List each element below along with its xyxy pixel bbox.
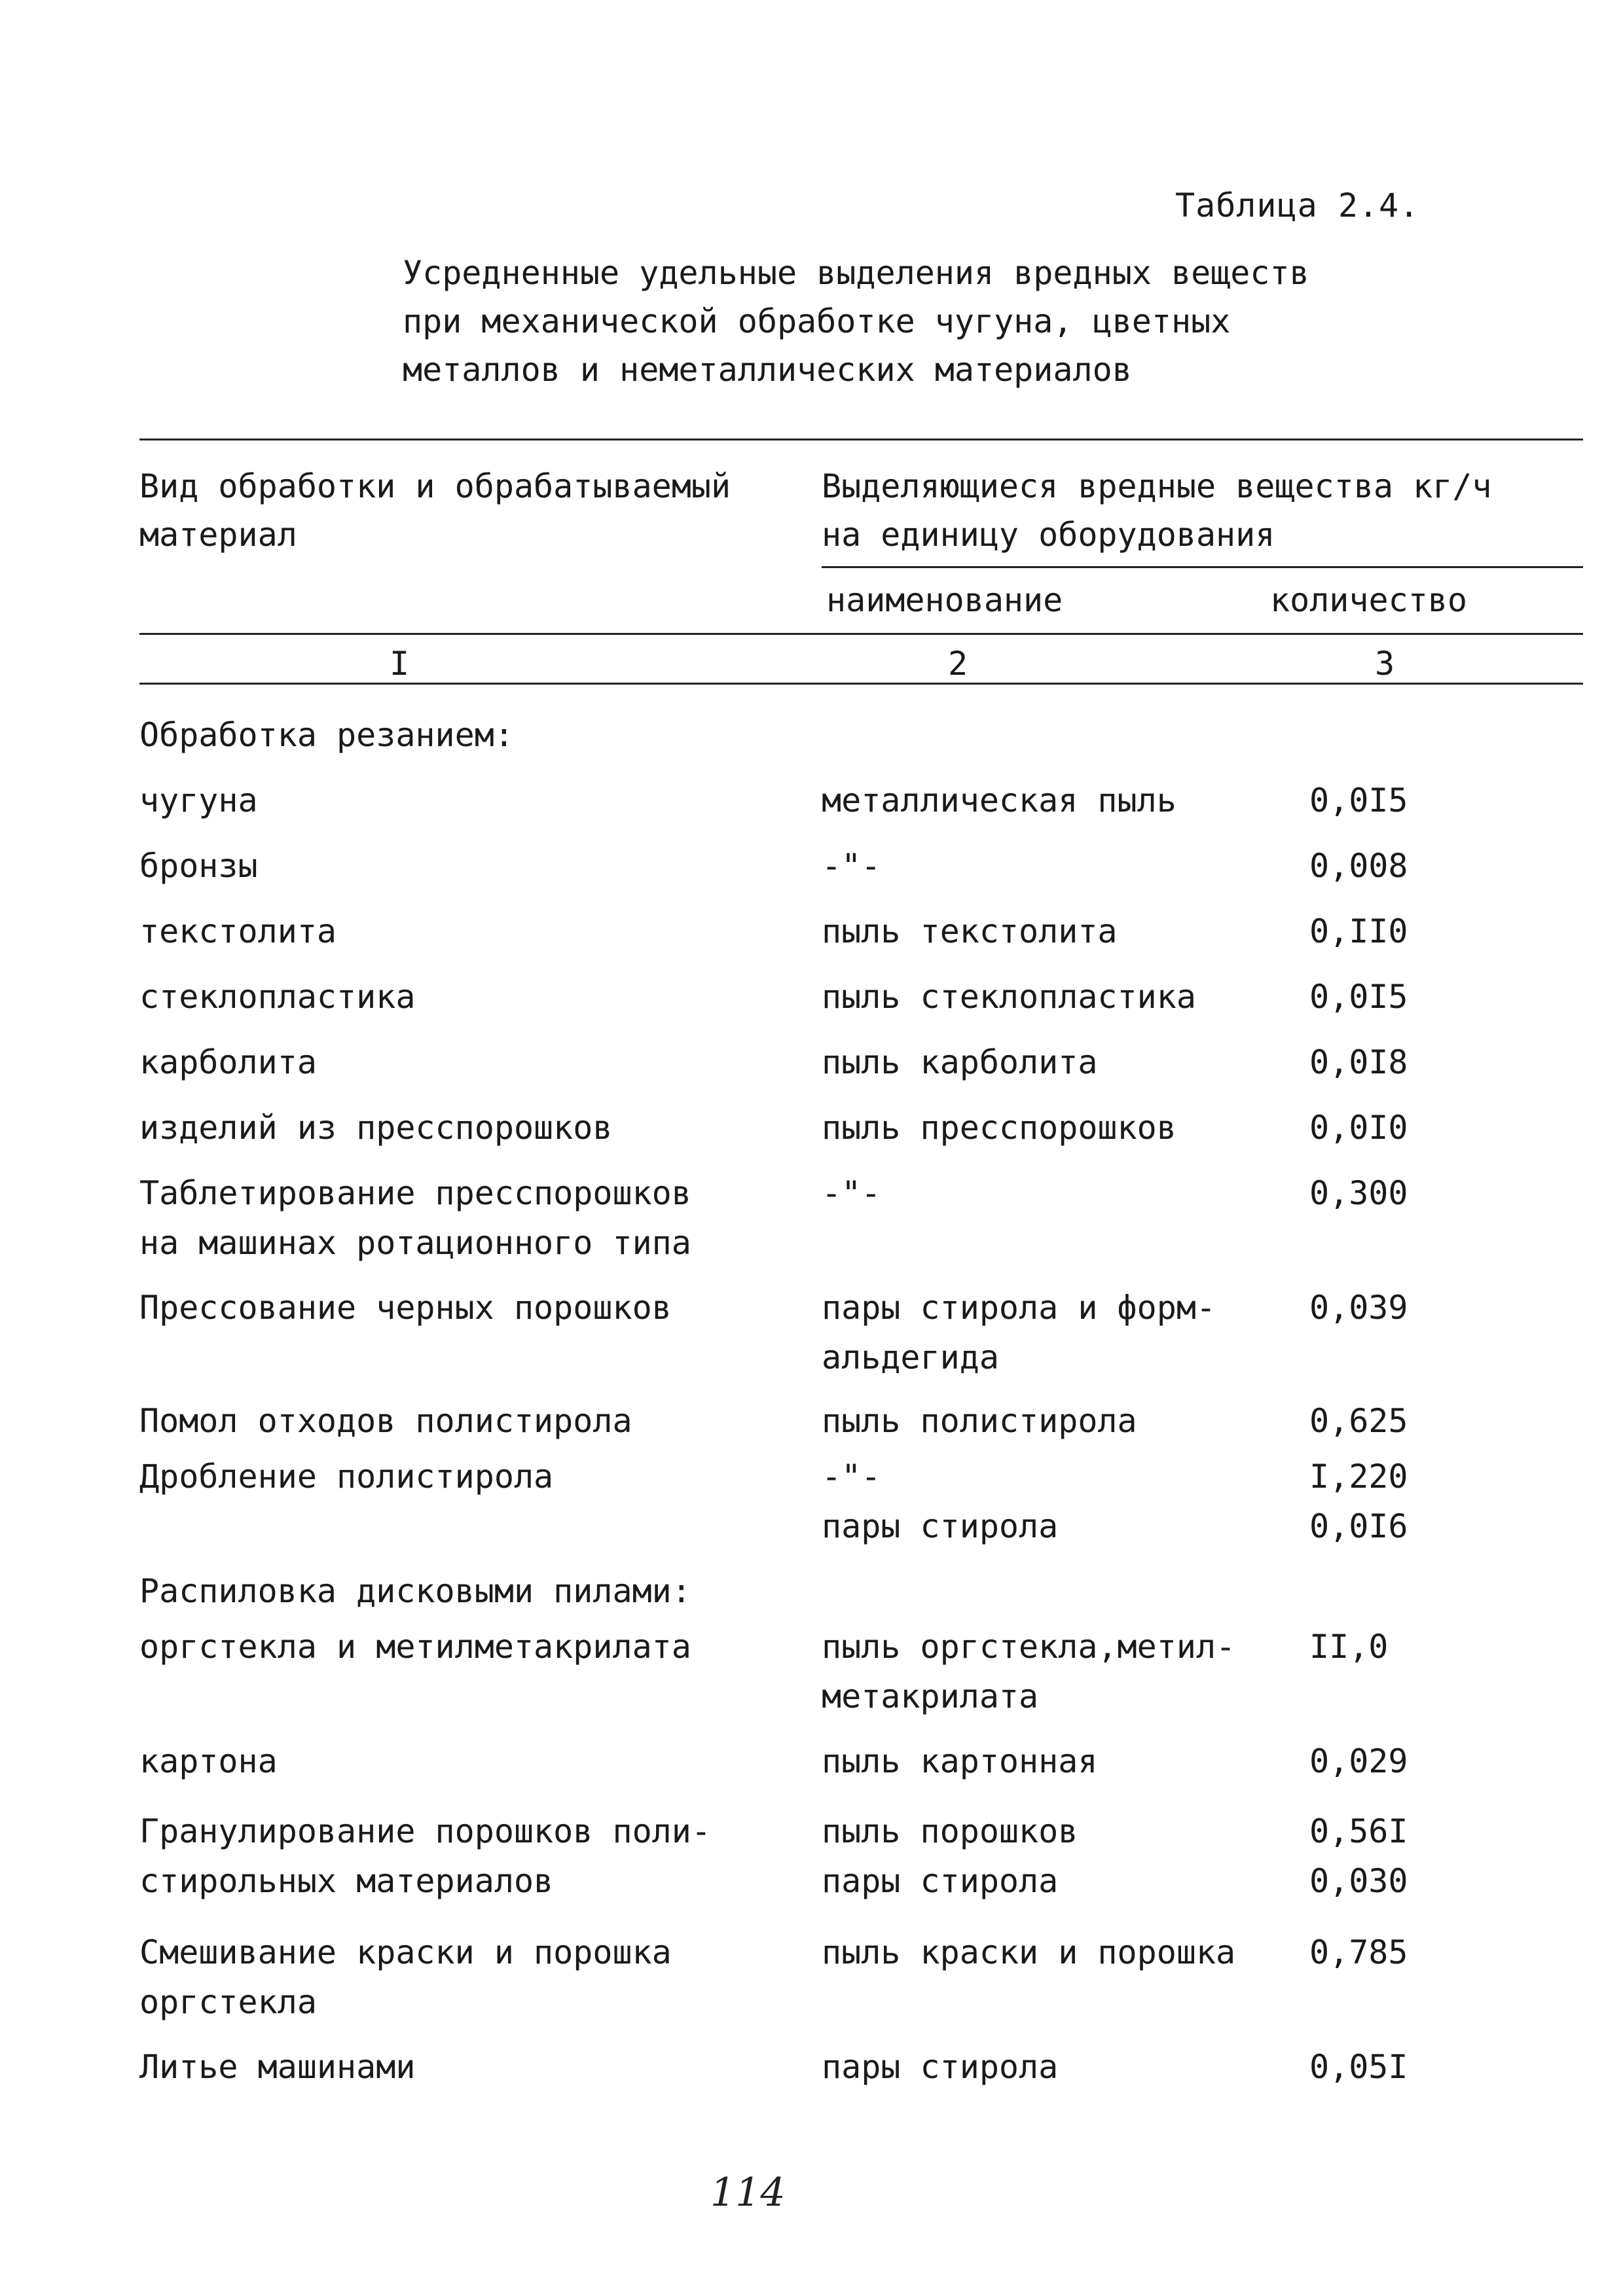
header-sub-qty: количество	[1270, 581, 1468, 619]
cell-line: I,220	[1309, 1458, 1408, 1496]
cell-line: 0,0I6	[1309, 1507, 1408, 1545]
cell-line: 0,0I5	[1309, 781, 1408, 819]
header-sub-rule	[822, 566, 1583, 568]
cell-line: текстолита	[139, 912, 337, 950]
cell-line: Гранулирование порошков поли-	[139, 1812, 711, 1850]
table-top-rule	[139, 439, 1583, 440]
cell-line: пыль краски и порошка	[822, 1933, 1236, 1971]
cell-quantity	[1309, 1037, 1408, 1087]
cell-line: карболита	[139, 1043, 317, 1081]
cell-process	[139, 906, 337, 956]
cell-line: пыль пресспорошков	[822, 1109, 1176, 1147]
cell-process	[139, 1396, 632, 1446]
cell-quantity	[1309, 841, 1408, 891]
cell-quantity	[1309, 1103, 1408, 1153]
header-col23-line: Выделяющиеся вредные вещества кг/ч	[822, 467, 1492, 505]
cell-quantity	[1309, 972, 1408, 1022]
cell-quantity	[1309, 776, 1408, 825]
cell-quantity	[1309, 1168, 1408, 1218]
cell-line: метакрилата	[822, 1677, 1039, 1715]
cell-process	[139, 2042, 415, 2092]
header-sub-name: наименование	[826, 581, 1063, 619]
cell-line: Распиловка дисковыми пилами:	[139, 1572, 691, 1610]
cell-quantity	[1309, 1622, 1388, 1672]
cell-line: оргстекла и метилметакрилата	[139, 1628, 691, 1666]
cell-line: -"-	[822, 1458, 881, 1496]
cell-line: стеклопластика	[139, 978, 416, 1016]
cell-process	[139, 1168, 691, 1268]
cell-quantity	[1309, 1396, 1408, 1446]
cell-line: 0,785	[1309, 1933, 1408, 1971]
cell-line: пары стирола и форм-	[822, 1289, 1216, 1327]
cell-line: -"-	[822, 847, 881, 885]
col-number-2: 2	[948, 645, 968, 683]
cell-process	[139, 1103, 612, 1153]
cell-substance	[822, 1103, 1176, 1153]
cell-quantity	[1309, 906, 1408, 956]
cell-quantity	[1309, 1452, 1408, 1551]
cell-process	[139, 1283, 672, 1333]
cell-process	[139, 841, 258, 891]
cell-process	[139, 972, 415, 1022]
cell-line: пыль полистирола	[822, 1402, 1137, 1440]
title-line: Усредненные удельные выделения вредных веществ	[403, 254, 1309, 292]
cell-process	[139, 1566, 691, 1616]
cell-line: 0,0I0	[1309, 1109, 1408, 1147]
cell-quantity	[1309, 1806, 1408, 1906]
cell-line: 0,II0	[1309, 912, 1408, 950]
cell-line: Смешивание краски и порошка	[139, 1933, 672, 1971]
cell-line: 0,56I	[1309, 1812, 1408, 1850]
header-bottom-rule	[139, 683, 1583, 685]
cell-substance	[822, 1037, 1097, 1087]
cell-substance	[822, 1928, 1235, 1977]
header-col1	[139, 462, 731, 559]
col-number-3: 3	[1375, 645, 1395, 683]
cell-process	[139, 710, 514, 760]
cell-line: 0,300	[1309, 1174, 1408, 1212]
cell-process	[139, 776, 258, 825]
cell-process	[139, 1806, 711, 1906]
cell-line: Помол отходов полистирола	[139, 1402, 632, 1440]
cell-quantity	[1309, 1283, 1408, 1333]
cell-line: пыль текстолита	[822, 912, 1118, 950]
cell-line: Литье машинами	[139, 2048, 416, 2086]
cell-line: 0,030	[1309, 1862, 1408, 1900]
header-col1-line: Вид обработки и обрабатываемый	[139, 467, 731, 505]
cell-line: 0,029	[1309, 1742, 1408, 1780]
cell-substance	[822, 776, 1176, 825]
cell-line: пыль порошков	[822, 1812, 1078, 1850]
cell-line: пары стирола	[822, 1862, 1059, 1900]
cell-substance	[822, 1622, 1235, 1721]
cell-substance	[822, 1736, 1097, 1786]
cell-line: картона	[139, 1742, 278, 1780]
cell-line: II,0	[1309, 1628, 1389, 1666]
cell-substance	[822, 1168, 881, 1218]
cell-line: 0,039	[1309, 1289, 1408, 1327]
table-title	[403, 249, 1309, 394]
cell-substance	[822, 1452, 1058, 1551]
header-col23-line: на единицу оборудования	[822, 516, 1275, 554]
cell-substance	[822, 841, 881, 891]
cell-line: пыль карболита	[822, 1043, 1098, 1081]
cell-line: Прессование черных порошков	[139, 1289, 672, 1327]
cell-line: 0,0I8	[1309, 1043, 1408, 1081]
cell-line: изделий из пресспорошков	[139, 1109, 613, 1147]
cell-substance	[822, 2042, 1058, 2092]
cell-line: Дробление полистирола	[139, 1458, 554, 1496]
cell-process	[139, 1928, 672, 2027]
cell-line: -"-	[822, 1174, 881, 1212]
cell-line: 0,625	[1309, 1402, 1408, 1440]
cell-line: пары стирола	[822, 2048, 1059, 2086]
cell-substance	[822, 972, 1196, 1022]
cell-quantity	[1309, 1928, 1408, 1977]
table-caption: Таблица 2.4.	[1175, 187, 1420, 224]
cell-process	[139, 1037, 317, 1087]
cell-process	[139, 1736, 278, 1786]
cell-line: пыль стеклопластика	[822, 978, 1196, 1016]
cell-line: пыль оргстекла,метил-	[822, 1628, 1236, 1666]
cell-process	[139, 1622, 691, 1672]
cell-line: Таблетирование пресспорошков	[139, 1174, 691, 1212]
title-line: металлов и неметаллических материалов	[403, 351, 1132, 389]
header-mid-rule	[139, 633, 1583, 635]
cell-process	[139, 1452, 553, 1501]
cell-line: бронзы	[139, 847, 258, 885]
header-col1-line: материал	[139, 516, 297, 554]
header-col23	[822, 462, 1492, 559]
cell-line: альдегида	[822, 1338, 999, 1376]
cell-quantity	[1309, 2042, 1408, 2092]
cell-line: стирольных материалов	[139, 1862, 554, 1900]
cell-substance	[822, 1806, 1078, 1906]
col-number-1: I	[390, 645, 410, 683]
cell-substance	[822, 906, 1118, 956]
cell-line: 0,05I	[1309, 2048, 1408, 2086]
cell-substance	[822, 1283, 1216, 1382]
cell-line: Обработка резанием:	[139, 716, 514, 754]
cell-line: на машинах ротационного типа	[139, 1224, 691, 1262]
page-number: 114	[710, 2170, 786, 2215]
cell-line: 0,008	[1309, 847, 1408, 885]
cell-line: пары стирола	[822, 1507, 1059, 1545]
cell-substance	[822, 1396, 1137, 1446]
cell-quantity	[1309, 1736, 1408, 1786]
cell-line: пыль картонная	[822, 1742, 1098, 1780]
cell-line: 0,0I5	[1309, 978, 1408, 1016]
cell-line: чугуна	[139, 781, 258, 819]
title-line: при механической обработке чугуна, цветных	[403, 302, 1231, 340]
cell-line: металлическая пыль	[822, 781, 1176, 819]
cell-line: оргстекла	[139, 1983, 317, 2021]
